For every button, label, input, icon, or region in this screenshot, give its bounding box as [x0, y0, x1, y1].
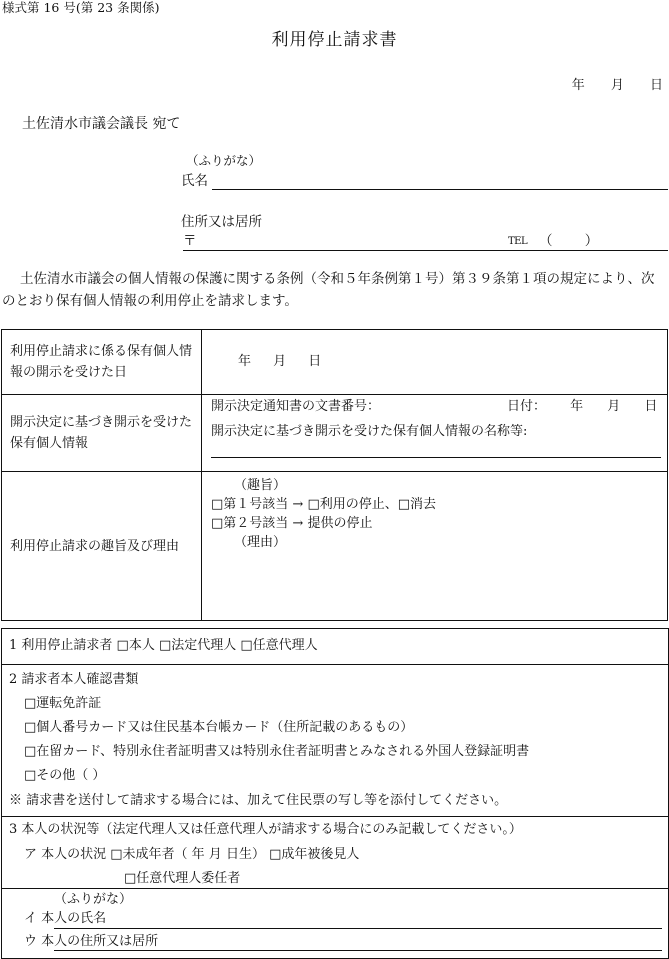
purpose-option-2[interactable]: □第２号該当 → 提供の停止 [211, 516, 373, 531]
address-label: 住所又は居所 [181, 214, 262, 230]
principal-name-field-line[interactable] [54, 928, 662, 929]
info-name-field-line[interactable] [211, 457, 661, 458]
table-row [2, 472, 668, 621]
id-doc-option-other[interactable]: □その他（ ） [24, 768, 106, 783]
divider [2, 664, 668, 665]
disclosed-info-header: 開示決定に基づき開示を受けた保有個人情報 [2, 395, 202, 472]
doc-date-label: 日付： 年 月 日 [507, 399, 658, 414]
request-statement: 土佐清水市議会の個人情報の保護に関する条例（令和５年条例第１号）第３９条第１項の規定により、次のとおり保有個人情報の利用停止を請求します。 [2, 271, 655, 309]
divider [2, 816, 668, 817]
reason-label: （理由） [234, 535, 287, 550]
mail-note: ※ 請求書を送付して請求する場合には、加えて住民票の写し等を添付してください。 [9, 793, 508, 808]
principal-name-label: イ 本人の氏名 [24, 911, 107, 926]
postal-mark: 〒 [183, 233, 197, 249]
disclosure-date-header: 利用停止請求に係る保有個人情報の開示を受けた日 [2, 330, 202, 395]
doc-number-label: 開示決定通知書の文書番号： [211, 399, 381, 414]
request-details-table [1, 329, 668, 621]
id-doc-option-license[interactable]: □運転免許証 [24, 696, 102, 711]
principal-status-line[interactable]: ア 本人の状況 □未成年者（ 年 月 日生） □成年被後見人 [24, 847, 360, 862]
request-date: 年 月 日 [571, 78, 663, 93]
principal-status-delegator[interactable]: □任意代理人委任者 [124, 871, 241, 886]
requester-type-line[interactable]: 1 利用停止請求者 □本人 □法定代理人 □任意代理人 [9, 638, 318, 653]
name-label: 氏名 [181, 173, 208, 189]
requester-info-box [1, 628, 669, 959]
form-number: 様式第 16 号(第 23 条関係) [2, 0, 160, 15]
purpose-reason-cell[interactable] [202, 472, 668, 621]
tel-label: TEL [508, 236, 528, 247]
furigana-label: （ふりがな） [186, 153, 262, 168]
disclosed-info-cell [202, 395, 668, 472]
name-field-line[interactable] [212, 189, 668, 190]
purpose-reason-header: 利用停止請求の趣旨及び理由 [2, 472, 202, 621]
address-field-line[interactable] [183, 250, 668, 251]
purpose-option-1[interactable]: □第１号該当 → □利用の停止、□消去 [211, 497, 437, 512]
tel-field[interactable]: （ ） [539, 233, 599, 249]
table-row [2, 330, 668, 395]
principal-address-label: ウ 本人の住所又は居所 [24, 934, 159, 949]
table-row [2, 395, 668, 472]
divider [2, 888, 668, 889]
recipient: 土佐清水市議会議長 宛て [22, 116, 181, 132]
principal-address-field-line[interactable] [54, 950, 662, 951]
id-doc-option-mynumber[interactable]: □個人番号カード又は住民基本台帳カード（住所記載のあるもの） [24, 720, 414, 735]
disclosure-date-field[interactable]: 年 月 日 [202, 330, 668, 395]
id-doc-option-residence[interactable]: □在留カード、特別永住者証明書又は特別永住者証明書とみなされる外国人登録証明書 [24, 744, 530, 759]
id-documents-heading: 2 請求者本人確認書類 [9, 672, 139, 687]
info-name-label: 開示決定に基づき開示を受けた保有個人情報の名称等: [211, 424, 528, 439]
principal-status-heading: 3 本人の状況等（法定代理人又は任意代理人が請求する場合にのみ記載してください。） [9, 822, 522, 837]
principal-furigana-label: （ふりがな） [54, 892, 133, 907]
page-title: 利用停止請求書 [271, 30, 398, 50]
purpose-label: （趣旨） [234, 478, 287, 493]
